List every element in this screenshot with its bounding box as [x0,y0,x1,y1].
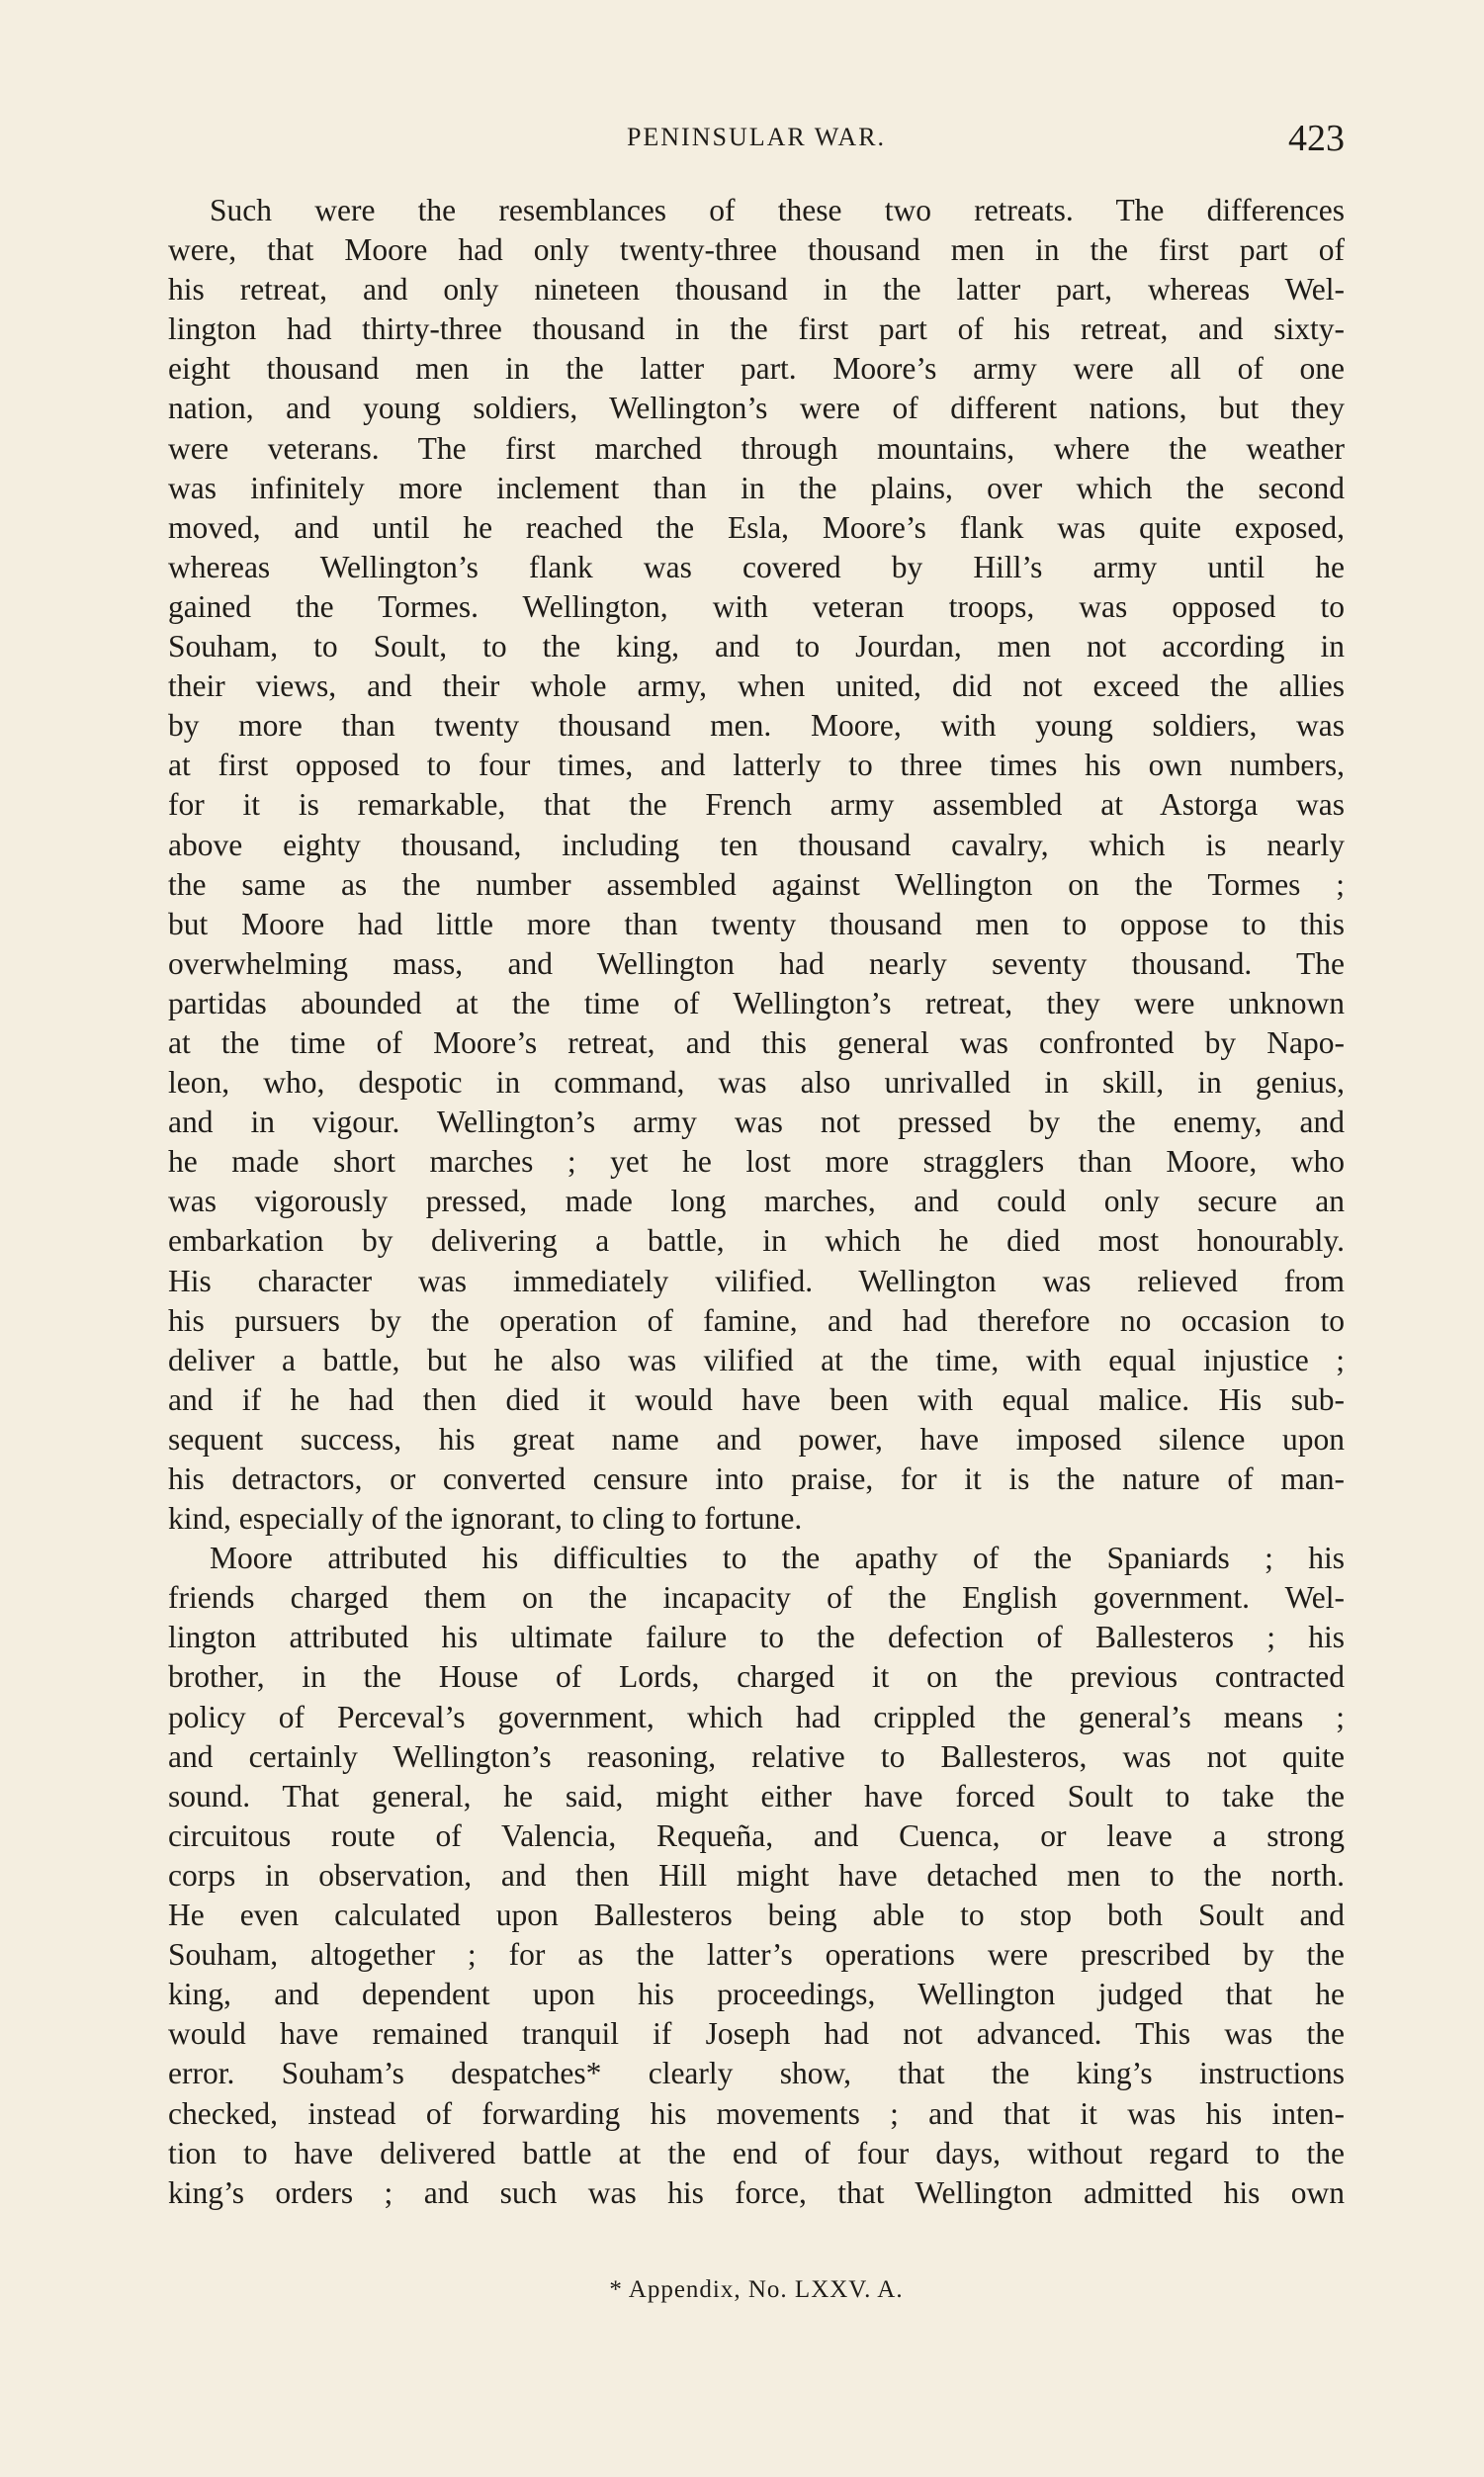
text-line: whereas Wellington’s flank was covered by Hill’s army until he [168,549,1345,584]
text-line: his pursuers by the operation of famine, and had therefore no occasion to [168,1302,1345,1338]
text-line: checked, instead of forwarding his movements ; and that it was his inten- [168,2095,1345,2131]
text-line: by more than twenty thousand men. Moore, with young soldiers, was [168,708,1345,744]
text-line: tion to have delivered battle at the end of four days, without regard to the [168,2135,1345,2170]
text-line: king, and dependent upon his proceedings, Wellington judged that he [168,1977,1345,2012]
text-line: corps in observation, and then Hill might have detached men to the north. [168,1857,1345,1893]
text-line: and if he had then died it would have been with equal malice. His sub- [168,1381,1345,1417]
body-text [168,191,1345,2213]
text-line: circuitous route of Valencia, Requeña, and Cuenca, or leave a strong [168,1817,1345,1853]
text-line: overwhelming mass, and Wellington had nearly seventy thousand. The [168,945,1345,981]
text-line: were veterans. The first marched through mountains, where the weather [168,430,1345,466]
text-line: gained the Tormes. Wellington, with veteran troops, was opposed to [168,588,1345,624]
text-line: his detractors, or converted censure into praise, for it is the nature of man- [168,1461,1345,1496]
text-line: policy of Perceval’s government, which had crippled the general’s means ; [168,1699,1345,1734]
text-line: brother, in the House of Lords, charged it on the previous contracted [168,1659,1345,1695]
text-line: at the time of Moore’s retreat, and this general was confronted by Napo- [168,1024,1345,1060]
text-line: He even calculated upon Ballesteros being able to stop both Soult and [168,1898,1345,1933]
text-line: but Moore had little more than twenty thousand men to oppose to this [168,906,1345,941]
text-line: their views, and their whole army, when united, did not exceed the allies [168,668,1345,704]
text-line: kind, especially of the ignorant, to cling to fortune. [168,1501,803,1537]
text-line: embarkation by delivering a battle, in which he died most honourably. [168,1223,1345,1259]
text-line: the same as the number assembled against Wellington on the Tormes ; [168,866,1345,902]
text-line: his retreat, and only nineteen thousand in the latter part, whereas Wel- [168,272,1345,308]
text-line: king’s orders ; and such was his force, that Wellington admitted his own [168,2174,1345,2210]
text-line: sequent success, his great name and power, have imposed silence upon [168,1421,1345,1457]
text-line: was vigorously pressed, made long marches, and could only secure an [168,1184,1345,1219]
text-line: deliver a battle, but he also was vilified at the time, with equal injustice ; [168,1342,1345,1377]
text-line: sound. That general, he said, might either have forced Soult to take the [168,1778,1345,1814]
text-line: were, that Moore had only twenty-three thousand men in the first part of [168,232,1345,268]
text-line: error. Souham’s despatches* clearly show, that the king’s instructions [168,2056,1345,2091]
text-line: His character was immediately vilified. Wellington was relieved from [168,1263,1345,1298]
text-line: leon, who, despotic in command, was also unrivalled in skill, in genius, [168,1065,1345,1101]
running-head [168,117,1345,160]
text-line: eight thousand men in the latter part. Moore’s army were all of one [168,351,1345,387]
page-number: 423 [1288,118,1345,159]
text-line: at first opposed to four times, and latterly to three times his own numbers, [168,748,1345,783]
text-line: he made short marches ; yet he lost more stragglers than Moore, who [168,1144,1345,1180]
text-line: above eighty thousand, including ten thousand cavalry, which is nearly [168,827,1345,862]
running-title: PENINSULAR WAR. [626,123,887,151]
text-line: and in vigour. Wellington’s army was not pressed by the enemy, and [168,1105,1345,1140]
text-line: nation, and young soldiers, Wellington’s were of different nations, but they [168,391,1345,426]
text-line: Such were the resemblances of these two retreats. The differences [210,193,1345,227]
text-line: Souham, altogether ; for as the latter’s operations were prescribed by the [168,1937,1345,1973]
footnote: * Appendix, No. LXXV. A. [609,2276,904,2303]
text-line: was infinitely more inclement than in the plains, over which the second [168,470,1345,505]
text-line: moved, and until he reached the Esla, Moore’s flank was quite exposed, [168,509,1345,545]
text-line: would have remained tranquil if Joseph had not advanced. This was the [168,2016,1345,2052]
text-line: and certainly Wellington’s reasoning, relative to Ballesteros, was not quite [168,1738,1345,1774]
text-line: Moore attributed his difficulties to the apathy of the Spaniards ; his [210,1541,1345,1576]
text-line: partidas abounded at the time of Wellington’s retreat, they were unknown [168,985,1345,1020]
text-line: Souham, to Soult, to the king, and to Jourdan, men not according in [168,629,1345,664]
text-line: friends charged them on the incapacity of the English government. Wel- [168,1580,1345,1616]
text-line: lington attributed his ultimate failure to the defection of Ballesteros ; his [168,1620,1345,1655]
text-line: lington had thirty-three thousand in the first part of his retreat, and sixty- [168,311,1345,347]
text-line: for it is remarkable, that the French army assembled at Astorga was [168,787,1345,823]
